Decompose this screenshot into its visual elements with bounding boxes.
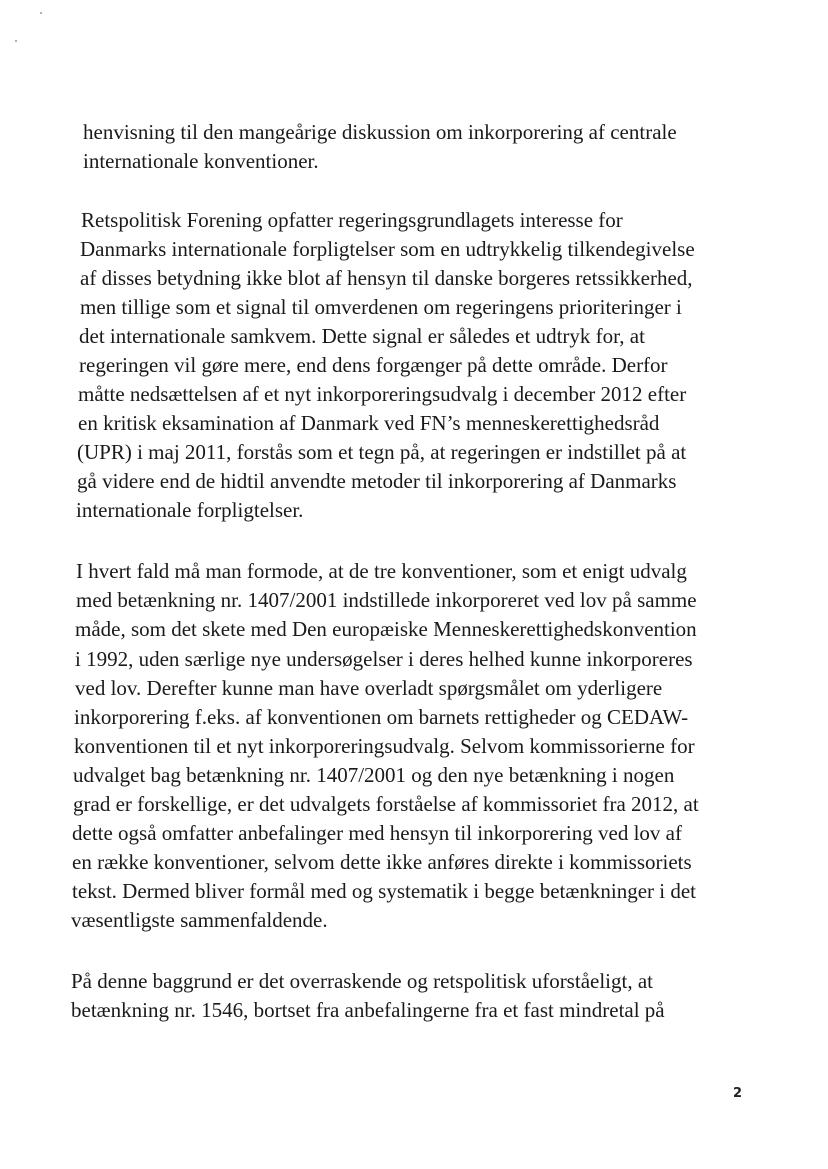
text-line: ved lov. Derefter kunne man have overladt spørgsmålet om yderligere	[75, 676, 663, 700]
text-line: Danmarks internationale forpligtelser som en udtrykkelig tilkendegivelse	[80, 237, 695, 261]
text-line: udvalget bag betænkning nr. 1407/2001 og den nye betænkning i nogen	[73, 763, 675, 787]
text-line: men tillige som et signal til omverdenen om regeringens prioriteringer i	[80, 295, 682, 319]
text-line: måtte nedsættelsen af et nyt inkorporeringsudvalg i december 2012 efter	[78, 382, 687, 406]
text-line: i 1992, uden særlige nye undersøgelser i deres helhed kunne inkorporeres	[75, 647, 693, 671]
text-line: tekst. Dermed bliver formål med og systematik i begge betænkninger i det	[72, 879, 697, 903]
text-line: med betænkning nr. 1407/2001 indstillede inkorporeret ved lov på samme	[76, 588, 697, 612]
text-line: (UPR) i maj 2011, forstås som et tegn på, at regeringen er indstillet på at	[77, 440, 687, 464]
text-line: På denne baggrund er det overraskende og retspolitisk uforståeligt, at	[71, 969, 653, 993]
text-line: en kritisk eksamination af Danmark ved FN’s menneskerettighedsråd	[78, 411, 660, 435]
text-line: inkorporering f.eks. af konventionen om barnets rettigheder og CEDAW-	[74, 705, 689, 729]
page-number: 2	[733, 1086, 743, 1101]
text-line: internationale forpligtelser.	[76, 498, 304, 522]
text-line: internationale konventioner.	[83, 149, 319, 173]
text-line: betænkning nr. 1546, bortset fra anbefalingerne fra et fast mindretal på	[71, 998, 665, 1022]
text-line: konventionen til et nyt inkorporeringsudvalg. Selvom kommissorierne for	[74, 734, 695, 758]
scan-speck	[40, 12, 42, 14]
text-line: regeringen vil gøre mere, end dens forgænger på dette område. Derfor	[79, 353, 668, 377]
text-line: dette også omfatter anbefalinger med hensyn til inkorporering ved lov af	[72, 821, 682, 845]
text-line: henvisning til den mangeårige diskussion om inkorporering af centrale	[83, 120, 677, 144]
text-line: I hvert fald må man formode, at de tre konventioner, som et enigt udvalg	[76, 559, 687, 583]
text-line: væsentligste sammenfaldende.	[71, 908, 328, 932]
scan-speck	[15, 40, 17, 42]
text-line: af disses betydning ikke blot af hensyn til danske borgeres retssikkerhed,	[80, 266, 693, 290]
text-line: Retspolitisk Forening opfatter regeringsgrundlagets interesse for	[81, 208, 623, 232]
text-line: en række konventioner, selvom dette ikke anføres direkte i kommissoriets	[72, 850, 692, 874]
text-line: grad er forskellige, er det udvalgets forståelse af kommissoriet fra 2012, at	[73, 792, 699, 816]
text-line: det internationale samkvem. Dette signal er således et udtryk for, at	[79, 324, 645, 348]
text-line: måde, som det skete med Den europæiske Menneskerettighedskonvention	[75, 617, 697, 641]
text-line: gå videre end de hidtil anvendte metoder til inkorporering af Danmarks	[77, 469, 677, 493]
